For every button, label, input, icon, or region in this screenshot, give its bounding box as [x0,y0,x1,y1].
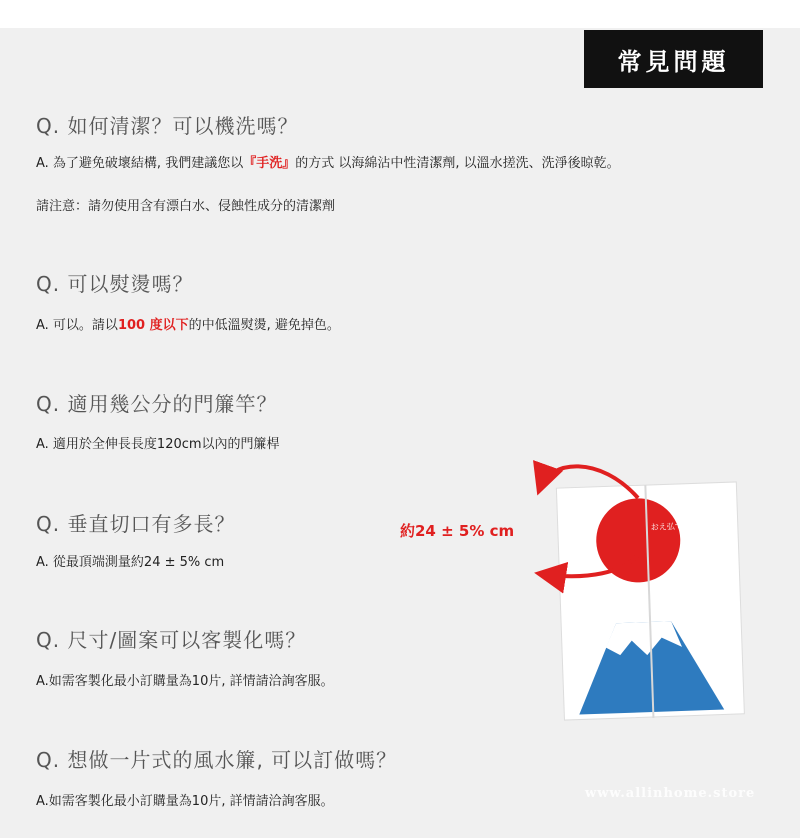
store-watermark: www.allinhome.store [585,786,756,801]
cut-length-label: 約24 ± 5% cm [400,522,515,540]
faq-answer-5: A.如需客製化最小訂購量為10片, 詳情請洽詢客服。 [36,674,334,689]
noren-curtain-illustration [520,450,760,730]
faq-question-5: Q. 尺寸/圖案可以客製化嗎？ [36,628,307,652]
faq-question-3: Q. 適用幾公分的門簾竿？ [36,392,278,416]
faq-note-1: 請注意：請勿使用含有漂白水、侵蝕性成分的清潔劑 [36,199,336,214]
faq-answer-2 [36,314,340,333]
answer-text: 的方式 以海綿沾中性清潔劑, 以溫水搓洗、洗淨後晾乾。 [295,156,620,171]
answer-text: 的中低溫熨燙, 避免掉色。 [188,318,340,333]
faq-answer-1 [36,152,620,171]
faq-answer-6: A.如需客製化最小訂購量為10片, 詳情請洽詢客服。 [36,794,334,809]
faq-question-6: Q. 想做一片式的風水簾, 可以訂做嗎？ [36,748,398,772]
answer-highlight: 100 度以下 [117,318,189,333]
faq-answer-3: A. 適用於全伸長長度120cm以內的門簾桿 [36,437,280,452]
faq-question-2: Q. 可以熨燙嗎？ [36,272,194,296]
faq-question-4: Q. 垂直切口有多長？ [36,512,236,536]
top-banner [0,0,800,28]
answer-highlight: 『手洗』 [243,156,296,171]
faq-answer-4: A. 從最頂端測量約24 ± 5% cm [36,555,225,570]
faq-title-tag: 常見問題 [584,30,763,88]
faq-question-1: Q. 如何清潔？可以機洗嗎？ [36,114,299,138]
curtain-inscription: おえ弘ですか [650,521,699,532]
answer-text: A. 為了避免破壞結構, 我們建議您以 [36,156,244,171]
answer-text: A. 可以。請以 [36,318,118,333]
